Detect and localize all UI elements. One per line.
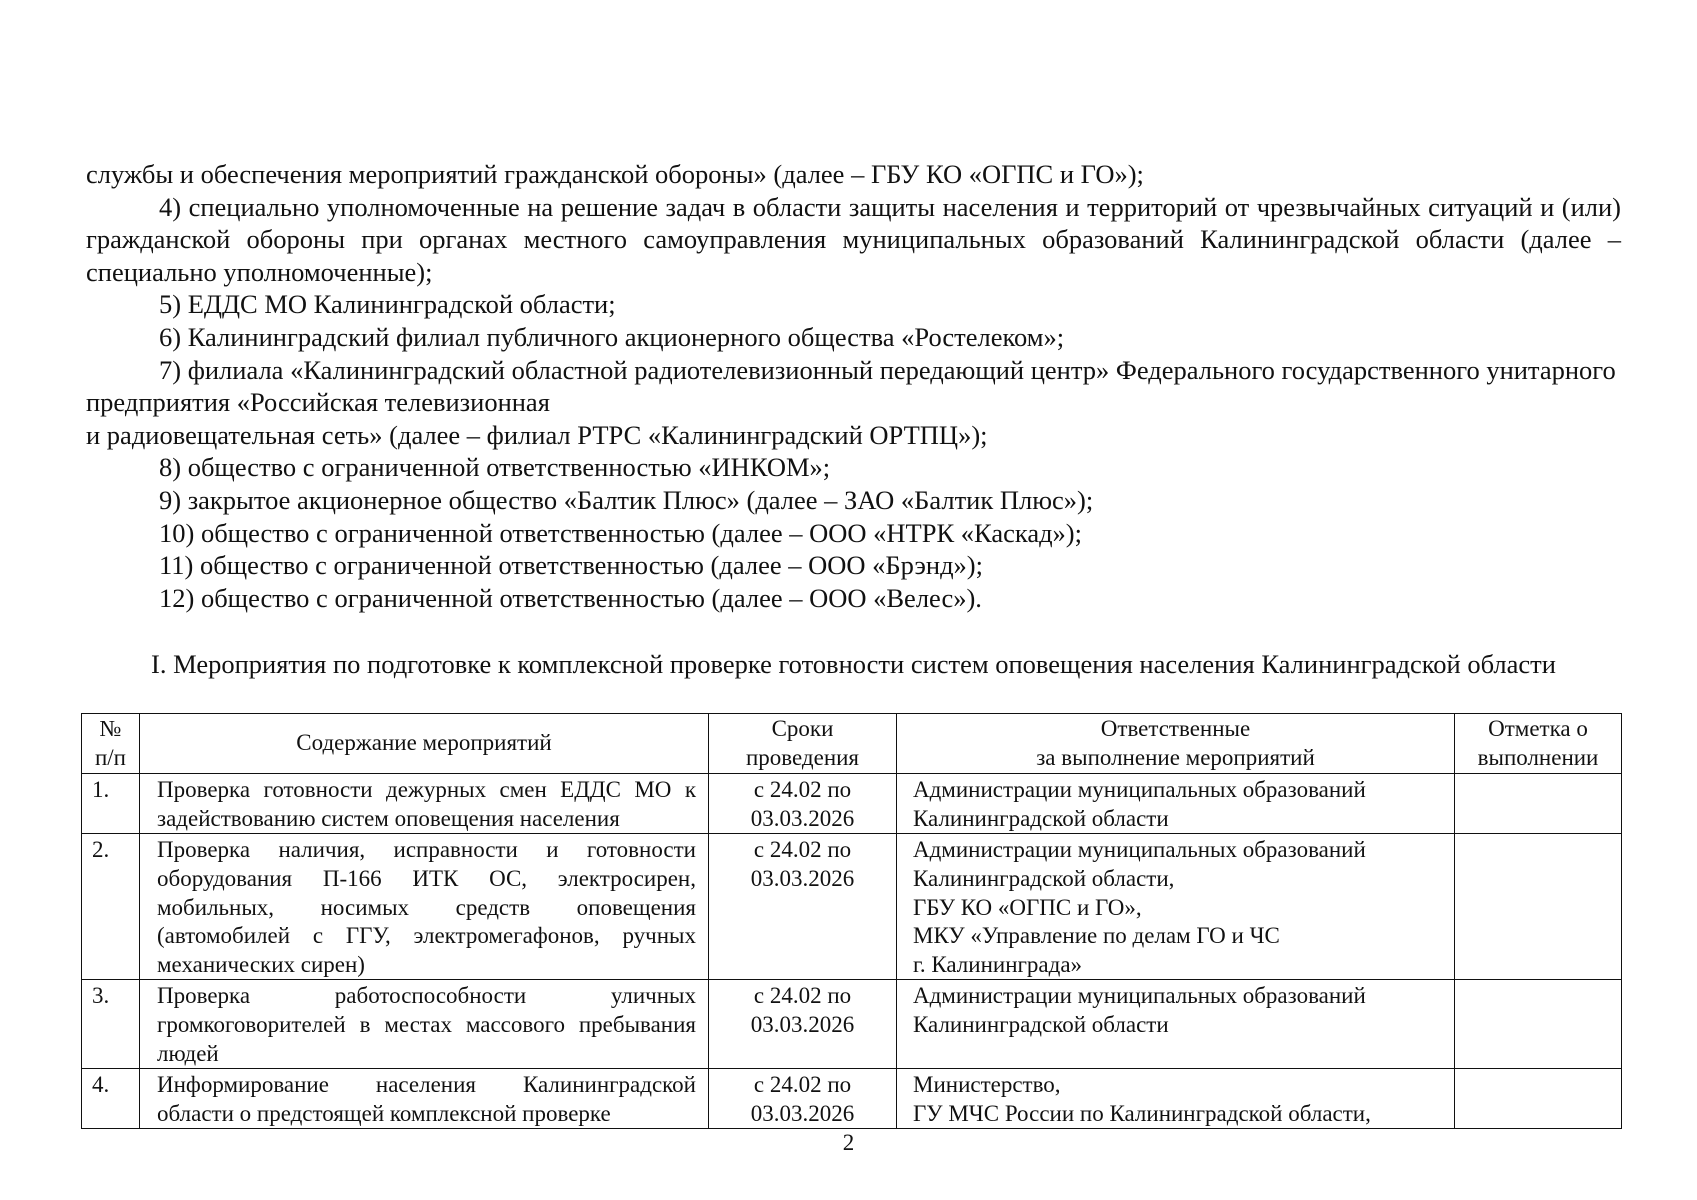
list-item-10: 10) общество с ограниченной ответственностью (далее – ООО «НТРК «Каскад»); (159, 517, 1082, 548)
row-number: 1. (82, 774, 140, 834)
header-num: № п/п (82, 714, 140, 774)
header-mark: Отметка о выполнении (1455, 714, 1622, 774)
row-responsible: Администрации муниципальных образований Калининградской области (897, 774, 1455, 834)
row-mark (1455, 1069, 1622, 1129)
body-text (86, 158, 1621, 614)
row-number: 2. (82, 834, 140, 980)
row-mark (1455, 774, 1622, 834)
row-mark (1455, 980, 1622, 1069)
row-dates: с 24.02 по 03.03.2026 (709, 980, 897, 1069)
table-header-row (82, 714, 1622, 774)
list-item-6: 6) Калининградский филиал публичного акционерного общества «Ростелеком»; (159, 321, 1065, 352)
row-dates: с 24.02 по 03.03.2026 (709, 774, 897, 834)
row-number: 4. (82, 1069, 140, 1129)
table-row (82, 774, 1622, 834)
row-dates: с 24.02 по 03.03.2026 (709, 834, 897, 980)
row-responsible: Администрации муниципальных образований Калининградской области, ГБУ КО «ОГПС и ГО», МКУ «Управление по делам ГО и ЧС г. Калининграда» (897, 834, 1455, 980)
header-dates: Сроки проведения (709, 714, 897, 774)
list-item-5: 5) ЕДДС МО Калининградской области; (159, 289, 616, 320)
events-table (81, 713, 1622, 1129)
row-dates: с 24.02 по 03.03.2026 (709, 1069, 897, 1129)
list-item-9: 9) закрытое акционерное общество «Балтик Плюс» (далее – ЗАО «Балтик Плюс»); (159, 484, 1094, 515)
list-item-4: 4) специально уполномоченные на решение задач в области защиты населения и территорий от чрезвычайных ситуаций и (или) гражданской обороны при органах местного самоуправления муниципальных образований Калининградской области (далее – специально уполномоченные); (86, 191, 1621, 287)
row-content: Информирование населения Калининградской области о предстоящей комплексной проверке (140, 1069, 709, 1129)
header-content: Содержание мероприятий (140, 714, 709, 774)
row-number: 3. (82, 980, 140, 1069)
list-item-12: 12) общество с ограниченной ответственностью (далее – ООО «Велес»). (159, 582, 982, 613)
list-item-11: 11) общество с ограниченной ответственностью (далее – ООО «Брэнд»); (159, 550, 983, 581)
list-item-8: 8) общество с ограниченной ответственностью «ИНКОМ»; (159, 452, 831, 483)
row-content: Проверка готовности дежурных смен ЕДДС МО к задействованию систем оповещения населения (140, 774, 709, 834)
table-row (82, 834, 1622, 980)
row-mark (1455, 834, 1622, 980)
row-content: Проверка наличия, исправности и готовности оборудования П-166 ИТК ОС, электросирен, мобильных, носимых средств оповещения (автомобилей с ГГУ, электромегафонов, ручных механических сирен) (140, 834, 709, 980)
list-item-7-continuation: и радиовещательная сеть» (далее – филиал РТРС «Калининградский ОРТПЦ»); (86, 419, 988, 450)
table-row (82, 1069, 1622, 1129)
header-responsible: Ответственные за выполнение мероприятий (897, 714, 1455, 774)
row-content: Проверка работоспособности уличных громкоговорителей в местах массового пребывания людей (140, 980, 709, 1069)
row-responsible: Администрации муниципальных образований Калининградской области (897, 980, 1455, 1069)
paragraph-continuation: службы и обеспечения мероприятий гражданской обороны» (далее – ГБУ КО «ОГПС и ГО»); (86, 159, 1144, 189)
row-responsible: Министерство, ГУ МЧС России по Калининградской области, (897, 1069, 1455, 1129)
section-heading: I. Мероприятия по подготовке к комплексной проверке готовности систем оповещения населения Калининградской области (151, 649, 1556, 679)
list-item-7: 7) филиала «Калининградский областной радиотелевизионный передающий центр» Федерального государственного унитарного предприятия «Российская телевизионная (86, 354, 1616, 418)
page-number: 2 (842, 1130, 855, 1155)
table-row (82, 980, 1622, 1069)
